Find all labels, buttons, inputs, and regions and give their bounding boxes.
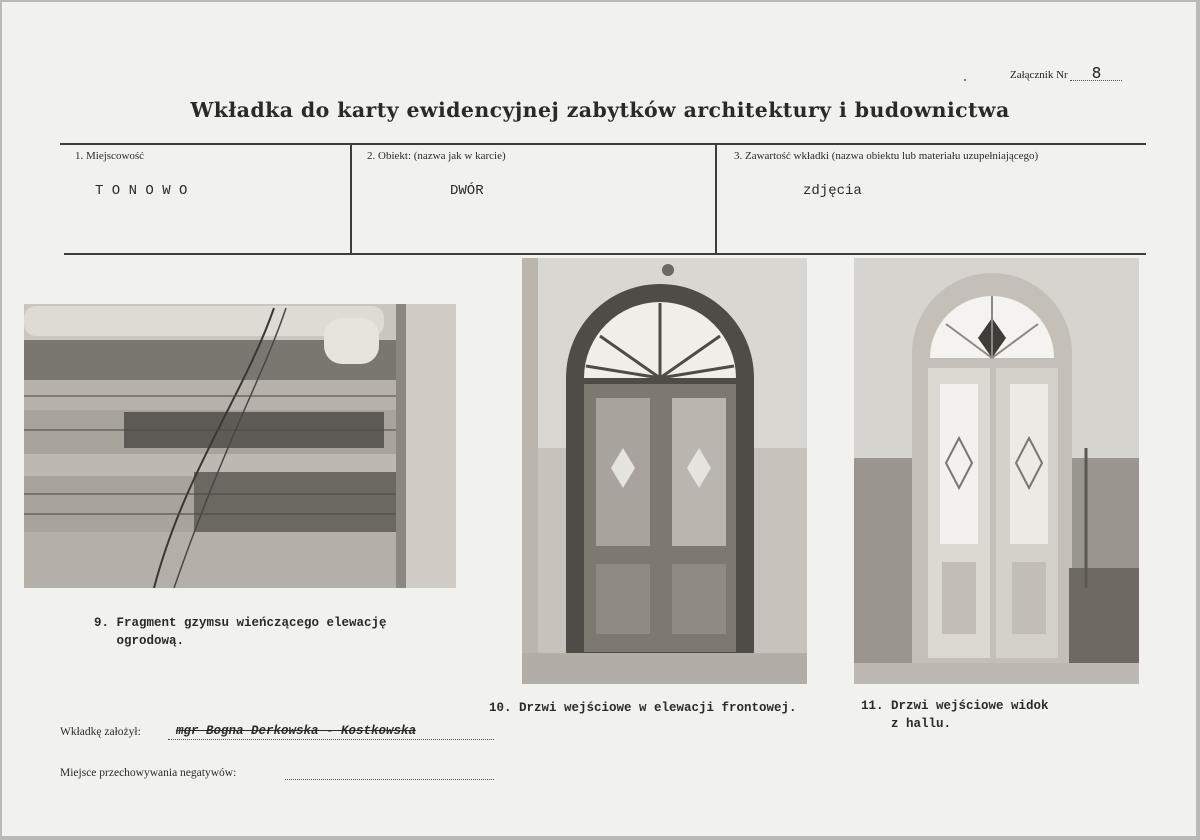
negatives-line [285,779,494,780]
field-value-place: T O N O W O [95,183,188,199]
photo-door-from-hall [854,258,1139,684]
form-divider-2 [715,143,717,253]
form-divider-1 [350,143,352,253]
author-line [168,739,494,740]
field-value-contents: zdjęcia [803,183,862,199]
annex-number [1010,66,1122,81]
field-label-object: 2. Obiekt: (nazwa jak w karcie) [367,150,506,162]
negatives-label: Miejsce przechowywania negatywów: [60,767,237,779]
form-top-rule [60,143,1146,145]
caption-photo-9: 9. Fragment gzymsu wieńczącego elewację ogrodową. [94,616,387,648]
speck-mark [964,79,966,81]
photo-front-entrance-door [522,258,807,684]
form-bottom-rule [64,253,1146,255]
author-label: Wkładkę założył: [60,726,141,738]
page-title: Wkładka do karty ewidencyjnej zabytków architektury i budownictwa [190,98,1010,122]
caption-photo-10: 10. Drzwi wejściowe w elewacji frontowej. [489,701,797,715]
caption-photo-11: 11. Drzwi wejściowe widok z hallu. [861,699,1049,731]
author-value: mgr Bogna Derkowska - Kostkowska [176,724,417,738]
field-value-object: DWÓR [450,183,484,199]
field-label-place: 1. Miejscowość [75,150,145,162]
annex-label: Załącznik Nr [1010,69,1068,81]
annex-number-value: 8 [1070,66,1122,81]
photo-cornice-fragment [24,304,456,588]
field-label-contents: 3. Zawartość wkładki (nazwa obiektu lub materiału uzupełniającego) [734,150,1039,162]
